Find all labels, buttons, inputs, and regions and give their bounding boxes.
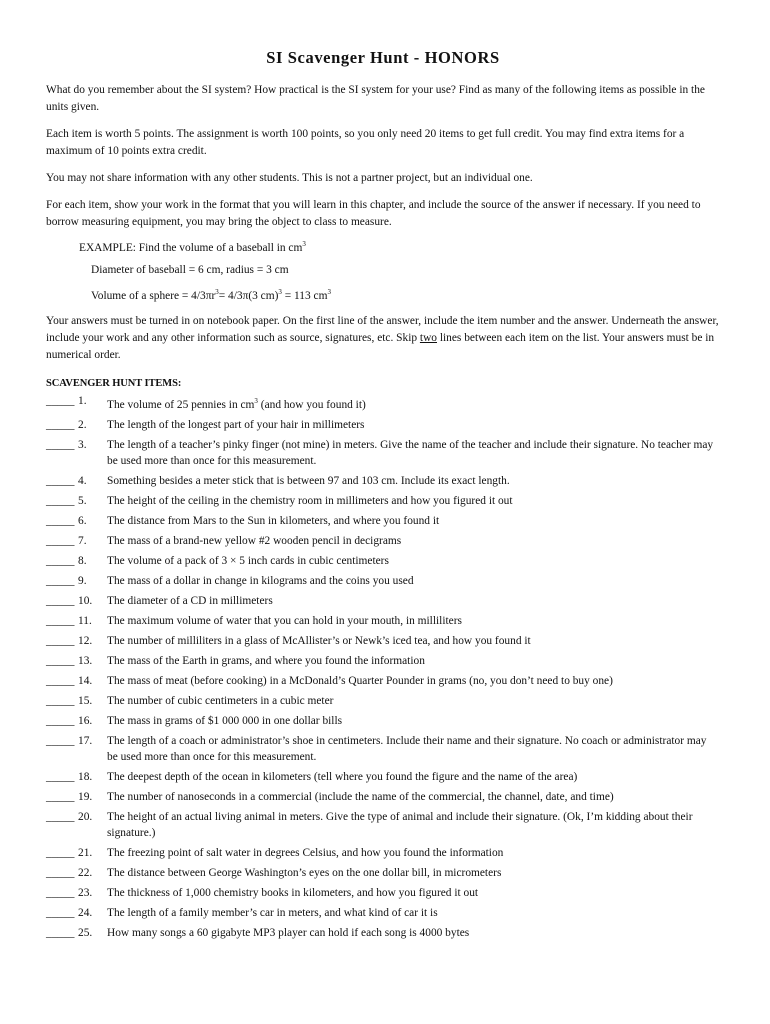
item-number: 19. [78, 791, 93, 803]
answer-blank: _____ [46, 439, 75, 451]
item-number: 14. [78, 675, 93, 687]
item-text: The number of milliliters in a glass of McAllister’s or Newk’s iced tea, and how you found it [107, 635, 531, 647]
answer-blank: _____ [46, 887, 75, 899]
item-number: 13. [78, 655, 93, 667]
answer-blank: _____ [46, 927, 75, 939]
list-item [46, 925, 720, 941]
item-text: The freezing point of salt water in degrees Celsius, and how you found the information [107, 847, 504, 859]
answer-blank: _____ [46, 595, 75, 607]
item-text: The number of cubic centimeters in a cubic meter [107, 695, 334, 707]
item-text: The diameter of a CD in millimeters [107, 595, 273, 607]
work-paragraph: For each item, show your work in the format that you will learn in this chapter, and include the source of the answer if necessary. If you need to borrow measuring equipment, you may bring the object to class to measure. [46, 199, 701, 228]
item-number: 17. [78, 735, 93, 747]
answer-blank: _____ [46, 555, 75, 567]
list-item [46, 885, 720, 901]
item-number: 25. [78, 927, 93, 939]
item-number: 21. [78, 847, 93, 859]
list-item [46, 673, 720, 689]
list-item [46, 437, 720, 469]
item-text: The maximum volume of water that you can hold in your mouth, in milliliters [107, 615, 462, 627]
item-number: 22. [78, 867, 93, 879]
item-text: Something besides a meter stick that is between 97 and 103 cm. Include its exact length. [107, 475, 510, 487]
example-line-3: Volume of a sphere = $4/3\pi r^3= 4/3\pi(3$ cm)$^3$ = 113 $cm^3$ [91, 288, 331, 302]
item-text: The length of a teacher’s pinky finger (not mine) in meters. Give the name of the teacher and include their signature. No teacher may be used more than once for this measurement. [107, 439, 714, 467]
answer-blank: _____ [46, 695, 75, 707]
answer-blank: _____ [46, 771, 75, 783]
list-item [46, 473, 720, 489]
list-item [46, 633, 720, 649]
item-text: The thickness of 1,000 chemistry books in kilometers, and how you figured it out [107, 887, 479, 899]
example-line-2: Diameter of baseball = 6 cm, radius = 3 cm [91, 264, 289, 276]
list-item [46, 653, 720, 669]
item-number: 5. [78, 495, 87, 507]
list-item [46, 713, 720, 729]
item-number: 6. [78, 515, 87, 527]
item-number: 4. [78, 475, 87, 487]
item-text: The length of the longest part of your hair in millimeters [107, 419, 365, 431]
sharing-paragraph: You may not share information with any other students. This is not a partner project, but an individual one. [46, 172, 533, 184]
list-item [46, 733, 720, 765]
item-text: How many songs a 60 gigabyte MP3 player can hold if each song is 4000 bytes [107, 927, 470, 939]
answer-blank: _____ [46, 515, 75, 527]
item-text: The deepest depth of the ocean in kilometers (tell where you found the figure and the name of the area) [107, 771, 578, 783]
item-text: The distance from Mars to the Sun in kilometers, and where you found it [107, 515, 440, 527]
answer-blank: _____ [46, 867, 75, 879]
list-item [46, 809, 720, 841]
list-item [46, 789, 720, 805]
item-number: 10. [78, 595, 93, 607]
answer-blank: _____ [46, 907, 75, 919]
item-number: 2. [78, 419, 87, 431]
answer-blank: _____ [46, 635, 75, 647]
answer-blank: _____ [46, 535, 75, 547]
example-line-1: EXAMPLE: Find the volume of a baseball in $cm^3$ [79, 240, 306, 254]
answer-blank: _____ [46, 475, 75, 487]
list-item [46, 613, 720, 629]
answer-blank: _____ [46, 791, 75, 803]
item-text: The mass in grams of $1 000 000 in one dollar bills [107, 715, 343, 727]
item-number: 3. [78, 439, 87, 451]
item-text: The height of an actual living animal in meters. Give the type of animal and include their signature. (Ok, I’m kidding about their signature.) [107, 811, 693, 839]
list-item [46, 573, 720, 589]
list-item [46, 593, 720, 609]
list-item [46, 513, 720, 529]
example-block [79, 233, 720, 307]
list-item [46, 845, 720, 861]
turnin-paragraph: Your answers must be turned in on notebook paper. On the first line of the answer, include the item number and the answer. Underneath the answer, include your work and any other information such as source, signatures, etc. Skip two lines between each item on the list. Your answers must be in numerical order. [46, 315, 719, 361]
list-item [46, 417, 720, 433]
list-item [46, 493, 720, 509]
list-item [46, 553, 720, 569]
intro-paragraph: What do you remember about the SI system? How practical is the SI system for your use? Find as many of the following items as possible in the units given. [46, 84, 705, 113]
answer-blank: _____ [46, 715, 75, 727]
item-text: The volume of a pack of 3 × 5 inch cards in cubic centimeters [107, 555, 389, 567]
item-number: 7. [78, 535, 87, 547]
list-item [46, 769, 720, 785]
item-text: The volume of 25 pennies in $cm^3$ (and how you found it) [107, 397, 366, 411]
item-text: The height of the ceiling in the chemistry room in millimeters and how you figured it out [107, 495, 513, 507]
answer-blank: _____ [46, 847, 75, 859]
item-number: 16. [78, 715, 93, 727]
item-number: 24. [78, 907, 93, 919]
list-item [46, 533, 720, 549]
scavenger-items-list [46, 393, 720, 941]
items-heading: SCAVENGER HUNT ITEMS: [46, 378, 182, 389]
answer-blank: _____ [46, 495, 75, 507]
item-text: The distance between George Washington’s eyes on the one dollar bill, in micrometers [107, 867, 502, 879]
points-paragraph: Each item is worth 5 points. The assignment is worth 100 points, so you only need 20 items to get full credit. You may find extra items for a maximum of 10 points extra credit. [46, 128, 685, 157]
item-number: 1. [78, 395, 87, 407]
list-item [46, 905, 720, 921]
answer-blank: _____ [46, 395, 75, 407]
answer-blank: _____ [46, 615, 75, 627]
item-number: 12. [78, 635, 93, 647]
list-item [46, 393, 720, 413]
item-text: The number of nanoseconds in a commercial (include the name of the commercial, the channel, date, and time) [107, 791, 614, 803]
list-item [46, 693, 720, 709]
item-text: The length of a coach or administrator’s shoe in centimeters. Include their name and their signature. No coach or administrator may be used more than once for this measurement. [107, 735, 707, 763]
answer-blank: _____ [46, 575, 75, 587]
answer-blank: _____ [46, 655, 75, 667]
item-number: 23. [78, 887, 93, 899]
item-number: 8. [78, 555, 87, 567]
item-number: 9. [78, 575, 87, 587]
item-number: 15. [78, 695, 93, 707]
answer-blank: _____ [46, 419, 75, 431]
answer-blank: _____ [46, 735, 75, 747]
item-number: 20. [78, 811, 93, 823]
item-text: The mass of a dollar in change in kilograms and the coins you used [107, 575, 414, 587]
item-text: The mass of meat (before cooking) in a McDonald’s Quarter Pounder in grams (no, you don’t need to buy one) [107, 675, 613, 687]
page-title: SI Scavenger Hunt - HONORS [266, 48, 500, 67]
item-text: The length of a family member’s car in meters, and what kind of car it is [107, 907, 438, 919]
item-number: 11. [78, 615, 92, 627]
list-item [46, 865, 720, 881]
answer-blank: _____ [46, 675, 75, 687]
item-number: 18. [78, 771, 93, 783]
item-text: The mass of a brand-new yellow #2 wooden pencil in decigrams [107, 535, 402, 547]
answer-blank: _____ [46, 811, 75, 823]
item-text: The mass of the Earth in grams, and where you found the information [107, 655, 425, 667]
